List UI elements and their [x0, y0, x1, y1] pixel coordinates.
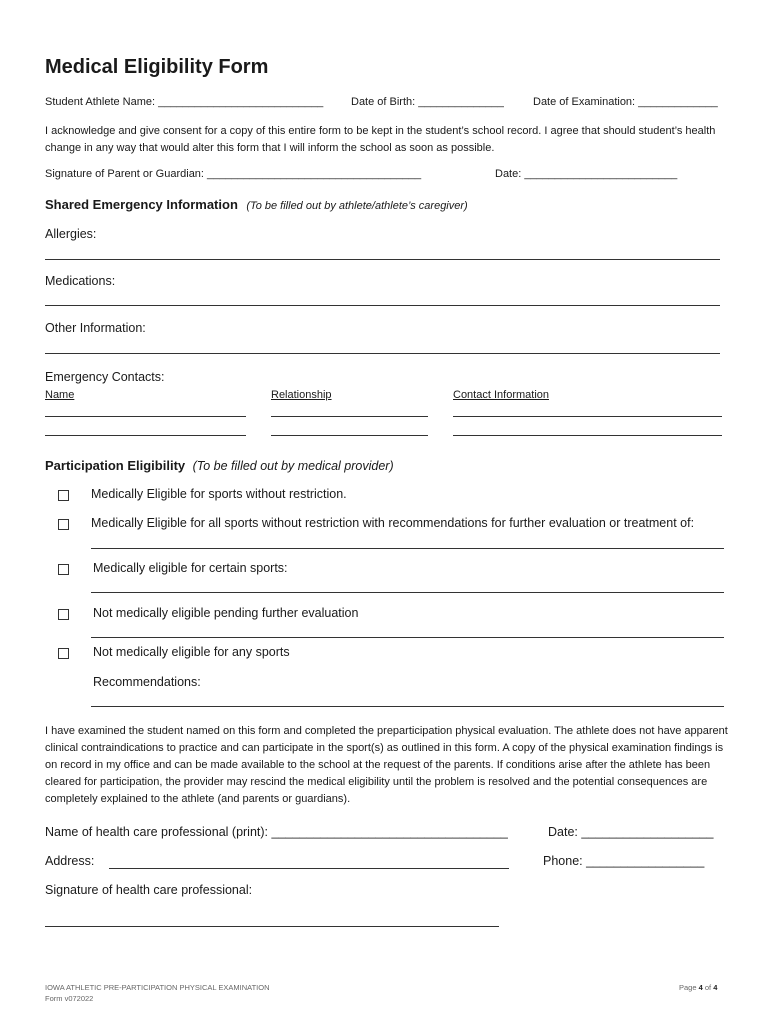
participation-note: (To be filled out by medical provider): [192, 459, 394, 473]
contacts-column-contact: Contact Information: [453, 389, 549, 401]
participation-heading: Participation Eligibility: [45, 458, 186, 473]
pending-evaluation-line[interactable]: [91, 637, 724, 638]
provider-phone-field[interactable]: Phone: _________________: [543, 854, 705, 868]
contacts-column-relationship: Relationship: [271, 389, 332, 401]
contact-2-info-line[interactable]: [453, 435, 722, 436]
recommendations-label: Recommendations:: [93, 675, 201, 689]
page-prefix: Page: [679, 983, 697, 992]
footer-form-version: Form v072022: [45, 994, 94, 1003]
certain-sports-line[interactable]: [91, 592, 724, 593]
not-eligible-any-sports-label: Not medically eligible for any sports: [93, 645, 290, 659]
other-information-label: Other Information:: [45, 321, 146, 335]
parent-date-field[interactable]: Date: _________________________: [495, 168, 678, 180]
eligible-certain-sports-label: Medically eligible for certain sports:: [93, 561, 288, 575]
footer-program-name: IOWA ATHLETIC PRE-PARTICIPATION PHYSICAL EXAMINATION: [45, 983, 270, 992]
contact-1-info-line[interactable]: [453, 416, 722, 417]
contact-1-name-line[interactable]: [45, 416, 246, 417]
contact-1-relationship-line[interactable]: [271, 416, 428, 417]
eligible-with-recommendations-label: Medically Eligible for all sports without restriction with recommendations for further evaluation or treatment of:: [91, 516, 695, 530]
eligible-no-restriction-checkbox[interactable]: [58, 490, 69, 501]
page-number: [679, 983, 717, 992]
date-of-birth-field[interactable]: Date of Birth: ______________: [351, 96, 504, 108]
allergies-line[interactable]: [45, 259, 720, 260]
provider-name-field[interactable]: Name of health care professional (print): __________________________________: [45, 825, 508, 839]
allergies-label: Allergies:: [45, 227, 97, 241]
provider-date-field[interactable]: Date: ___________________: [548, 825, 714, 839]
shared-emergency-note: (To be filled out by athlete/athlete’s caregiver): [246, 200, 468, 212]
eligible-certain-sports-checkbox[interactable]: [58, 564, 69, 575]
medications-label: Medications:: [45, 274, 116, 288]
contact-2-name-line[interactable]: [45, 435, 246, 436]
date-of-examination-field[interactable]: Date of Examination: _____________: [533, 96, 718, 108]
provider-address-line[interactable]: [109, 868, 509, 869]
provider-attestation-text: I have examined the student named on this form and completed the preparticipation physical evaluation. The athlete does not have apparent clinical contraindications to practice and can participate in the sport(s) as outlined in this form. A copy of the physical examination findings is on record in my office and can be made available to the school at the request of the parents. If conditions arise after the athlete has been cleared for participation, the provider may rescind the medical eligibility until the problem is resolved and the potential consequences are completely explained to the athlete (and parents or guardians).: [45, 725, 728, 805]
shared-emergency-section-header: [45, 196, 468, 214]
page-of: of: [704, 983, 712, 992]
medications-line[interactable]: [45, 305, 720, 306]
shared-emergency-heading: Shared Emergency Information: [45, 197, 238, 212]
parent-signature-field[interactable]: Signature of Parent or Guardian: ___________________________________: [45, 168, 422, 180]
recommendations-detail-line[interactable]: [91, 548, 724, 549]
eligible-no-restriction-label: Medically Eligible for sports without restriction.: [91, 487, 347, 501]
form-title: Medical Eligibility Form: [45, 56, 269, 78]
provider-address-label: Address:: [45, 854, 95, 868]
provider-signature-label: Signature of health care professional:: [45, 883, 253, 897]
student-name-field[interactable]: Student Athlete Name: ___________________________: [45, 96, 324, 108]
not-eligible-pending-label: Not medically eligible pending further evaluation: [93, 606, 359, 620]
provider-signature-line[interactable]: [45, 926, 499, 927]
other-information-line[interactable]: [45, 353, 720, 354]
page-current: 4: [698, 983, 703, 992]
contacts-column-name: Name: [45, 389, 75, 401]
consent-text: I acknowledge and give consent for a copy of this entire form to be kept in the student’s school record. I agree that should student’s health change in any way that would alter this form that I will inform the school as soon as possible.: [45, 125, 716, 154]
recommendations-line[interactable]: [91, 706, 724, 707]
emergency-contacts-label: Emergency Contacts:: [45, 370, 165, 384]
page-total: 4: [713, 983, 718, 992]
not-eligible-any-sports-checkbox[interactable]: [58, 648, 69, 659]
eligible-with-recommendations-checkbox[interactable]: [58, 519, 69, 530]
not-eligible-pending-checkbox[interactable]: [58, 609, 69, 620]
participation-section-header: [45, 457, 394, 475]
contact-2-relationship-line[interactable]: [271, 435, 428, 436]
